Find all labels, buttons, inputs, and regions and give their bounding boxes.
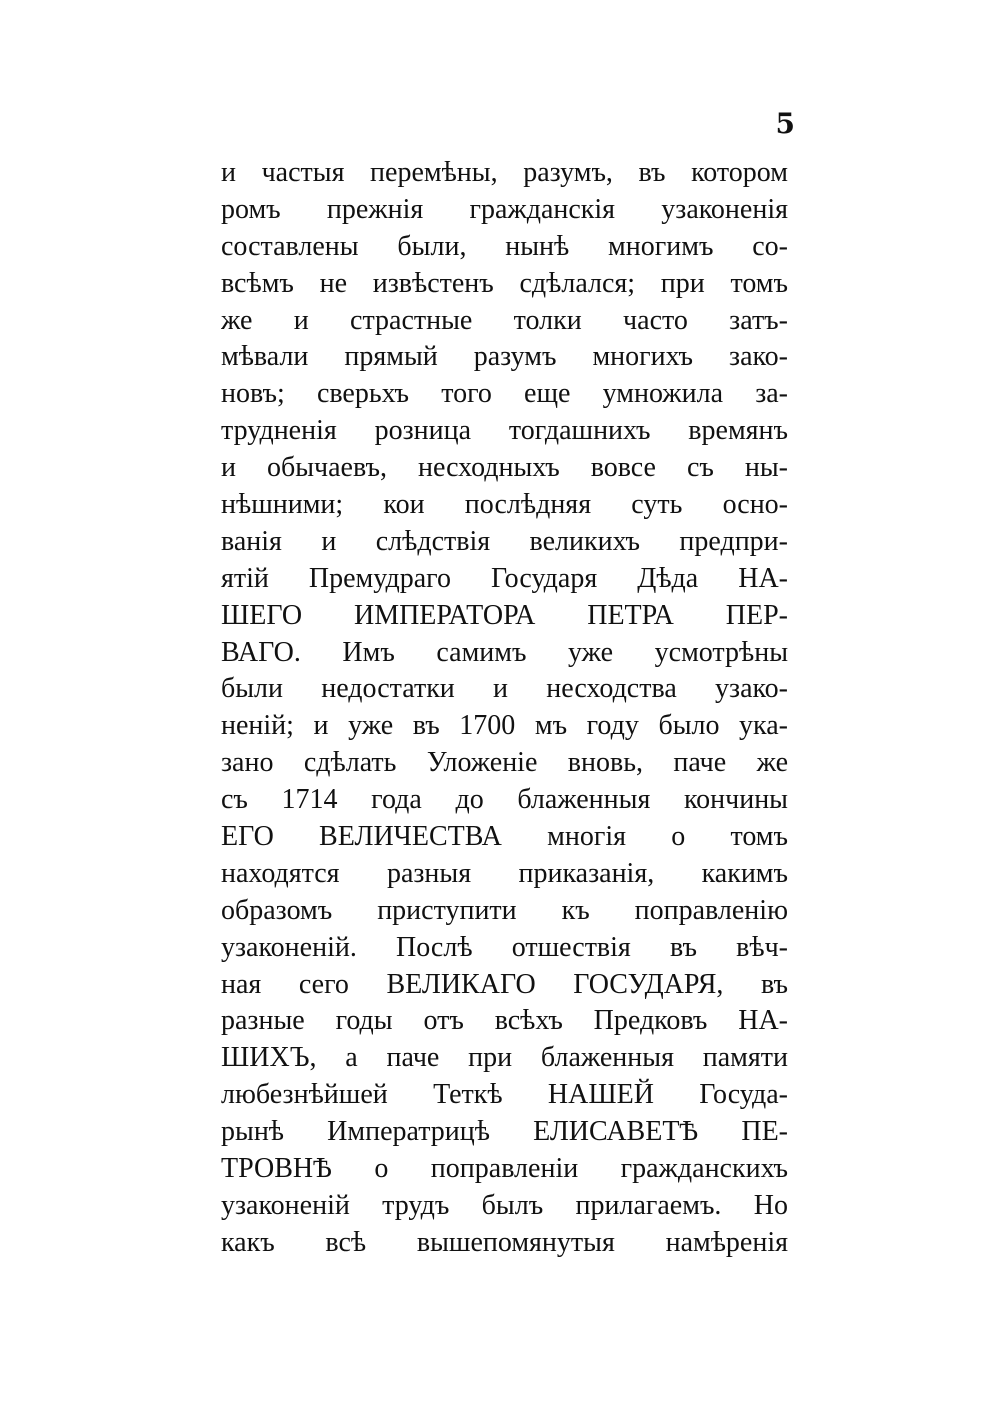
text-line: любезнѣйшей Теткѣ НАШЕЙ Госуда- xyxy=(221,1079,788,1111)
text-line: новъ; сверьхъ того еще умножила за- xyxy=(221,378,788,410)
text-line: зано сдѣлать Уложеніе вновь, паче же xyxy=(221,747,788,779)
text-line: узаконеній трудъ былъ прилагаемъ. Но xyxy=(221,1189,788,1221)
text-line: ШЕГО ИМПЕРАТОРА ПЕТРА ПЕР- xyxy=(221,599,788,631)
text-line: неній; и уже въ 1700 мъ году было ука- xyxy=(221,710,788,742)
body-text xyxy=(221,155,788,1262)
text-line: мѣвали прямый разумъ многихъ зако- xyxy=(221,341,788,373)
text-line: и частыя перемѣны, разумъ, въ котором xyxy=(221,157,788,188)
text-line: съ 1714 года до блаженныя кончины xyxy=(221,784,788,816)
text-line: разные годы отъ всѣхъ Предковъ НА- xyxy=(221,1005,788,1037)
text-line: находятся разныя приказанія, какимъ xyxy=(221,857,788,889)
text-line: и обычаевъ, несходныхъ вовсе съ ны- xyxy=(221,452,788,484)
text-line: трудненія розница тогдашнихъ времянъ xyxy=(221,415,788,447)
text-line: какъ всѣ вышепомянутыя намѣренія xyxy=(221,1226,788,1258)
text-line: ВАГО. Имъ самимъ уже усмотрѣны xyxy=(221,636,788,668)
text-line: узаконеній. Послѣ отшествія въ вѣч- xyxy=(221,931,788,963)
text-line: ТРОВНѢ о поправленіи гражданскихъ xyxy=(221,1153,788,1185)
text-line: всѣмъ не извѣстенъ сдѣлался; при томъ xyxy=(221,267,788,299)
text-line: нѣшними; кои послѣдняя суть осно- xyxy=(221,489,788,521)
text-line: ШИХЪ, а паче при блаженныя памяти xyxy=(221,1042,788,1074)
text-line: ЕГО ВЕЛИЧЕСТВА многія о томъ xyxy=(221,821,788,853)
text-line: ная сего ВЕЛИКАГО ГОСУДАРЯ, въ xyxy=(221,968,788,1000)
text-line: ромъ прежнія гражданскія узаконенія xyxy=(221,193,788,225)
text-line: были недостатки и несходства узако- xyxy=(221,673,788,705)
text-line: составлены были, нынѣ многимъ со- xyxy=(221,230,788,262)
text-line: ятій Премудраго Государя Дѣда НА- xyxy=(221,562,788,594)
text-line: рынѣ Императрицѣ ЕЛИСАВЕТѢ ПЕ- xyxy=(221,1116,788,1148)
text-line: ванія и слѣдствія великихъ предпри- xyxy=(221,525,788,557)
page-number: 5 xyxy=(775,107,795,140)
text-line: образомъ приступити къ поправленію xyxy=(221,894,788,926)
text-line: же и страстные толки часто затъ- xyxy=(221,304,788,336)
